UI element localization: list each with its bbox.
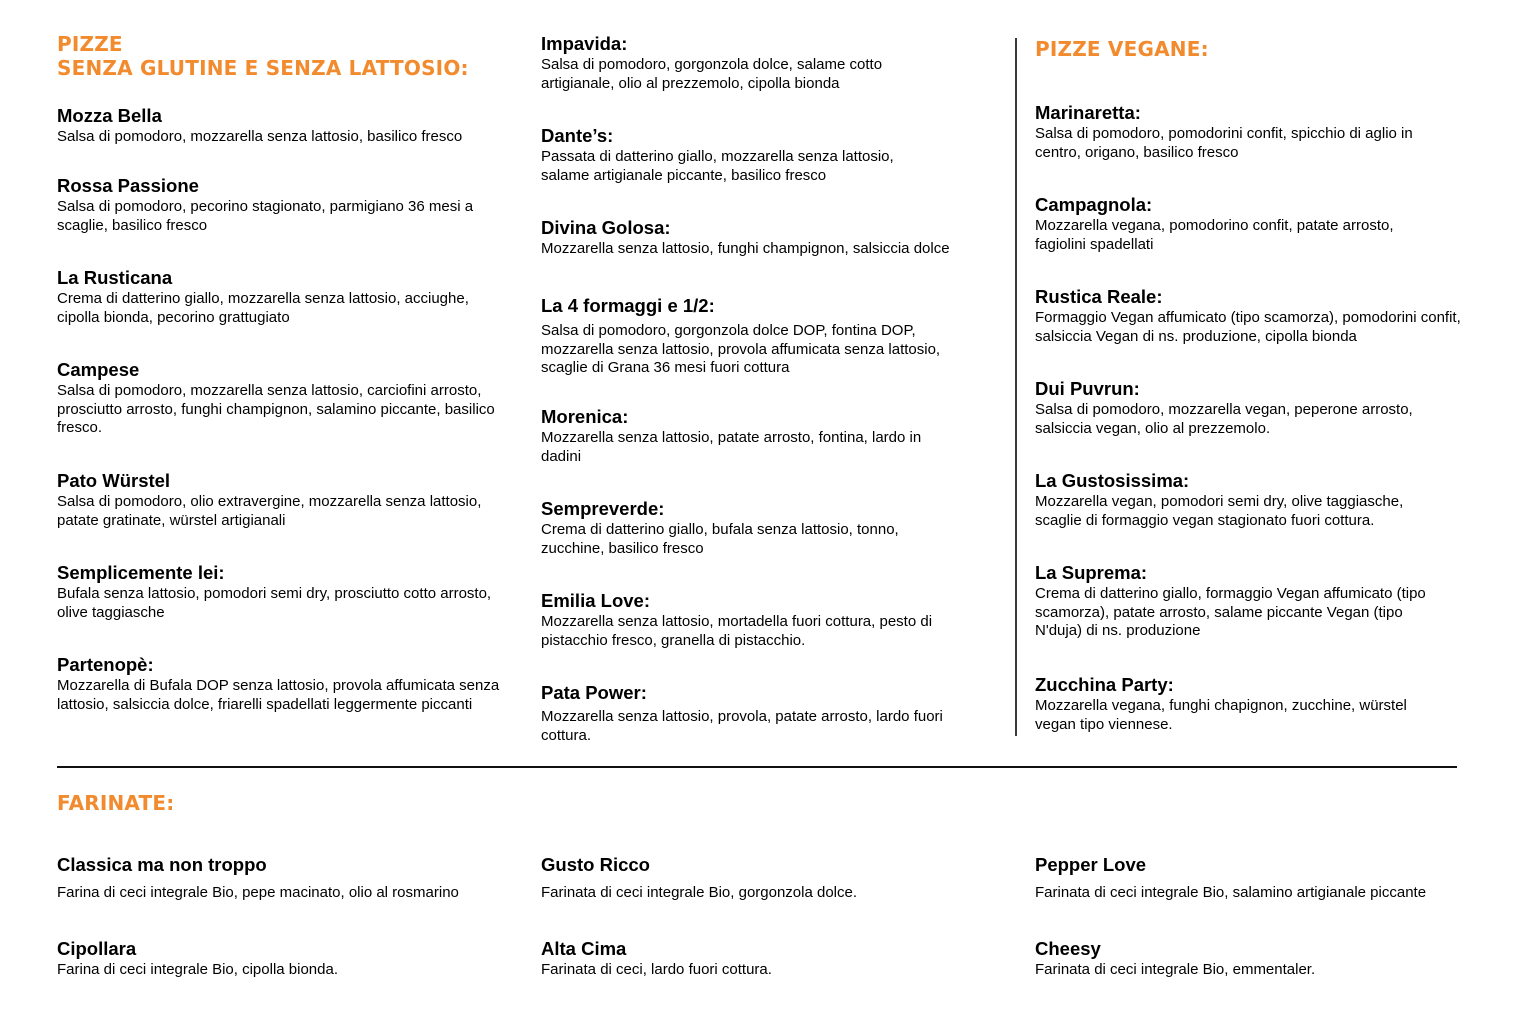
item-description: Salsa di pomodoro, gorgonzola dolce, salame cotto artigianale, olio al prezzemolo, cipolla bionda: [541, 56, 883, 92]
menu-item: [1035, 102, 1455, 162]
menu-item: [57, 359, 507, 438]
menu-item: [1035, 674, 1445, 734]
item-description: Mozzarella di Bufala DOP senza lattosio, provola affumicata senza lattosio, salsiccia dolce, friarelli spadellati leggermente piccanti: [57, 677, 500, 713]
gluten-free-heading: [57, 32, 469, 80]
item-name: Emilia Love:: [541, 590, 650, 611]
farinata-item: [541, 854, 986, 903]
item-name: Divina Golosa:: [541, 217, 671, 238]
vegan-heading: PIZZE VEGANE:: [1035, 37, 1209, 61]
menu-item: [541, 590, 971, 650]
menu-item: [541, 682, 951, 745]
heading-line-2: SENZA GLUTINE E SENZA LATTOSIO:: [57, 56, 469, 80]
item-name: Mozza Bella: [57, 105, 162, 126]
menu-item: [57, 654, 507, 714]
menu-item: [1035, 470, 1440, 530]
item-name: Alta Cima: [541, 938, 627, 959]
item-name: Dante’s:: [541, 125, 614, 146]
item-name: Partenopè:: [57, 654, 154, 675]
item-name: Morenica:: [541, 406, 629, 427]
farinata-item: [1035, 938, 1465, 980]
farinata-item: [1035, 854, 1465, 903]
item-description: Salsa di pomodoro, mozzarella senza lattosio, basilico fresco: [57, 128, 463, 145]
item-description: Mozzarella senza lattosio, funghi champignon, salsiccia dolce: [541, 240, 950, 257]
item-name: Marinaretta:: [1035, 102, 1141, 123]
item-name: Zucchina Party:: [1035, 674, 1174, 695]
item-description: Mozzarella vegan, pomodori semi dry, olive taggiasche, scaglie di formaggio vegan stagionato fuori cottura.: [1035, 493, 1404, 529]
item-description: Mozzarella vegana, pomodorino confit, patate arrosto, fagiolini spadellati: [1035, 217, 1394, 253]
item-description: Passata di datterino giallo, mozzarella senza lattosio, salame artigianale piccante, basilico fresco: [541, 148, 894, 184]
item-name: Pepper Love: [1035, 854, 1147, 875]
menu-item: [1035, 286, 1465, 346]
item-name: Rustica Reale:: [1035, 286, 1163, 307]
menu-item: [541, 125, 936, 185]
vertical-divider: [1015, 38, 1017, 736]
item-name: Sempreverde:: [541, 498, 665, 519]
menu-item: [57, 267, 507, 327]
menu-item: [57, 562, 507, 622]
item-description: Salsa di pomodoro, mozzarella vegan, peperone arrosto, salsiccia vegan, olio al prezzemolo.: [1035, 401, 1413, 437]
item-name: Cipollara: [57, 938, 137, 959]
heading-line-1: PIZZE: [57, 32, 123, 56]
item-name: La 4 formaggi e 1/2:: [541, 295, 715, 316]
item-description: Crema di datterino giallo, formaggio Vegan affumicato (tipo scamorza), patate arrosto, salame piccante Vegan (tipo N'duja) di ns. produzione: [1035, 585, 1426, 640]
menu-item: [541, 498, 941, 558]
item-name: La Suprema:: [1035, 562, 1148, 583]
item-description: Farinata di ceci integrale Bio, gorgonzola dolce.: [541, 884, 858, 901]
menu-item: [1035, 378, 1455, 438]
item-description: Salsa di pomodoro, pecorino stagionato, parmigiano 36 mesi a scaglie, basilico fresco: [57, 198, 474, 234]
item-name: Dui Puvrun:: [1035, 378, 1140, 399]
item-name: La Rusticana: [57, 267, 173, 288]
menu-item: [541, 406, 961, 466]
item-name: Campese: [57, 359, 140, 380]
item-description: Farinata di ceci integrale Bio, salamino artigianale piccante: [1035, 884, 1427, 901]
item-description: Formaggio Vegan affumicato (tipo scamorza), pomodorini confit, salsiccia Vegan di ns. produzione, cipolla bionda: [1035, 309, 1461, 345]
item-description: Mozzarella senza lattosio, provola, patate arrosto, lardo fuori cottura.: [541, 708, 943, 744]
item-description: Farinata di ceci, lardo fuori cottura.: [541, 961, 772, 978]
item-description: Crema di datterino giallo, mozzarella senza lattosio, acciughe, cipolla bionda, pecorino grattugiato: [57, 290, 469, 326]
item-name: Campagnola:: [1035, 194, 1153, 215]
item-description: Farinata di ceci integrale Bio, emmentaler.: [1035, 961, 1316, 978]
farinate-heading: FARINATE:: [57, 791, 175, 815]
menu-item: [541, 295, 981, 378]
menu-item: [1035, 562, 1445, 641]
menu-item: [1035, 194, 1435, 254]
menu-item: [57, 470, 507, 530]
farinata-item: [57, 854, 507, 903]
farinata-item: [57, 938, 507, 980]
item-description: Mozzarella senza lattosio, mortadella fuori cottura, pesto di pistacchio fresco, granella di pistacchio.: [541, 613, 933, 649]
menu-item: [57, 175, 507, 235]
item-description: Salsa di pomodoro, pomodorini confit, spicchio di aglio in centro, origano, basilico fresco: [1035, 125, 1413, 161]
farinata-item: [541, 938, 986, 980]
item-name: Rossa Passione: [57, 175, 199, 196]
item-name: Pata Power:: [541, 682, 647, 703]
item-name: Gusto Ricco: [541, 854, 650, 875]
menu-item: [57, 105, 507, 147]
item-name: Cheesy: [1035, 938, 1101, 959]
item-description: Crema di datterino giallo, bufala senza lattosio, tonno, zucchine, basilico fresco: [541, 521, 899, 557]
item-name: Impavida:: [541, 33, 628, 54]
item-description: Bufala senza lattosio, pomodori semi dry, prosciutto cotto arrosto, olive taggiasche: [57, 585, 492, 621]
item-name: Semplicemente lei:: [57, 562, 225, 583]
item-description: Salsa di pomodoro, gorgonzola dolce DOP, fontina DOP, mozzarella senza lattosio, provola affumicata senza lattosio, scaglie di Grana 36 mesi fuori cottura: [541, 322, 941, 377]
item-name: La Gustosissima:: [1035, 470, 1190, 491]
menu-item: [541, 33, 931, 93]
horizontal-divider: [57, 766, 1457, 768]
item-name: Classica ma non troppo: [57, 854, 267, 875]
item-name: Pato Würstel: [57, 470, 171, 491]
item-description: Salsa di pomodoro, olio extravergine, mozzarella senza lattosio, patate gratinate, würstel artigianali: [57, 493, 482, 529]
item-description: Salsa di pomodoro, mozzarella senza lattosio, carciofini arrosto, prosciutto arrosto, funghi champignon, salamino piccante, basilico fresco.: [57, 382, 495, 437]
item-description: Farina di ceci integrale Bio, pepe macinato, olio al rosmarino: [57, 884, 459, 901]
item-description: Mozzarella vegana, funghi chapignon, zucchine, würstel vegan tipo viennese.: [1035, 697, 1407, 733]
menu-item: [541, 217, 986, 259]
item-description: Mozzarella senza lattosio, patate arrosto, fontina, lardo in dadini: [541, 429, 922, 465]
item-description: Farina di ceci integrale Bio, cipolla bionda.: [57, 961, 338, 978]
